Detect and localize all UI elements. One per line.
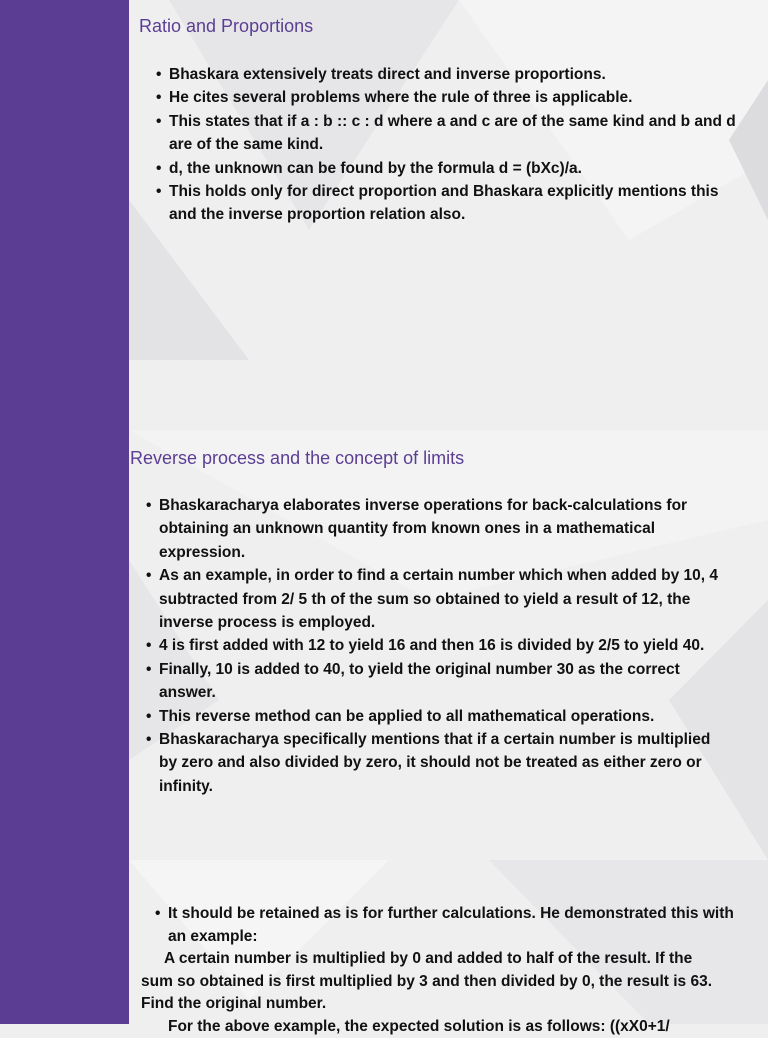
example-line: Find the original number.	[141, 993, 751, 1016]
list-item: • Finally, 10 is added to 40, to yield the original number 30 as the correct answer.	[146, 658, 726, 705]
reverse-process-section	[129, 430, 768, 860]
example-text	[141, 903, 751, 1038]
section-title: Ratio and Proportions	[139, 16, 313, 37]
list-item: • He cites several problems where the rule of three is applicable.	[156, 86, 736, 109]
list-item: • 4 is first added with 12 to yield 16 and then 16 is divided by 2/5 to yield 40.	[146, 634, 726, 657]
bullet-list	[146, 494, 726, 798]
list-item: • This states that if a : b :: c : d where a and c are of the same kind and b and d are of the same kind.	[156, 110, 736, 157]
list-item: • d, the unknown can be found by the formula d = (bXc)/a.	[156, 157, 736, 180]
example-line: A certain number is multiplied by 0 and added to half of the result. If the	[141, 948, 751, 971]
list-item: • Bhaskaracharya specifically mentions that if a certain number is multiplied by zero and also divided by zero, it should not be treated as either zero or infinity.	[146, 728, 726, 798]
bullet-list	[156, 63, 736, 227]
list-item: • Bhaskara extensively treats direct and inverse proportions.	[156, 63, 736, 86]
list-item: • As an example, in order to find a certain number which when added by 10, 4 subtracted from 2/ 5 th of the sum so obtained to yield a result of 12, the inverse process is employed.	[146, 564, 726, 634]
example-line: sum so obtained is first multiplied by 3 and then divided by 0, the result is 63.	[141, 971, 751, 994]
example-line: For the above example, the expected solution is as follows: ((xX0+1/	[141, 1016, 751, 1038]
list-item: • It should be retained as is for further calculations. He demonstrated this with an example:	[141, 903, 751, 948]
list-item: • Bhaskaracharya elaborates inverse operations for back-calculations for obtaining an unknown quantity from known ones in a mathematical expression.	[146, 494, 726, 564]
ratio-proportions-section	[129, 0, 768, 430]
sidebar-band	[0, 0, 129, 1024]
example-section	[129, 860, 768, 1024]
list-item: • This holds only for direct proportion and Bhaskara explicitly mentions this and the inverse proportion relation also.	[156, 180, 736, 227]
list-item: • This reverse method can be applied to all mathematical operations.	[146, 705, 726, 728]
section-title: Reverse process and the concept of limits	[130, 448, 464, 469]
